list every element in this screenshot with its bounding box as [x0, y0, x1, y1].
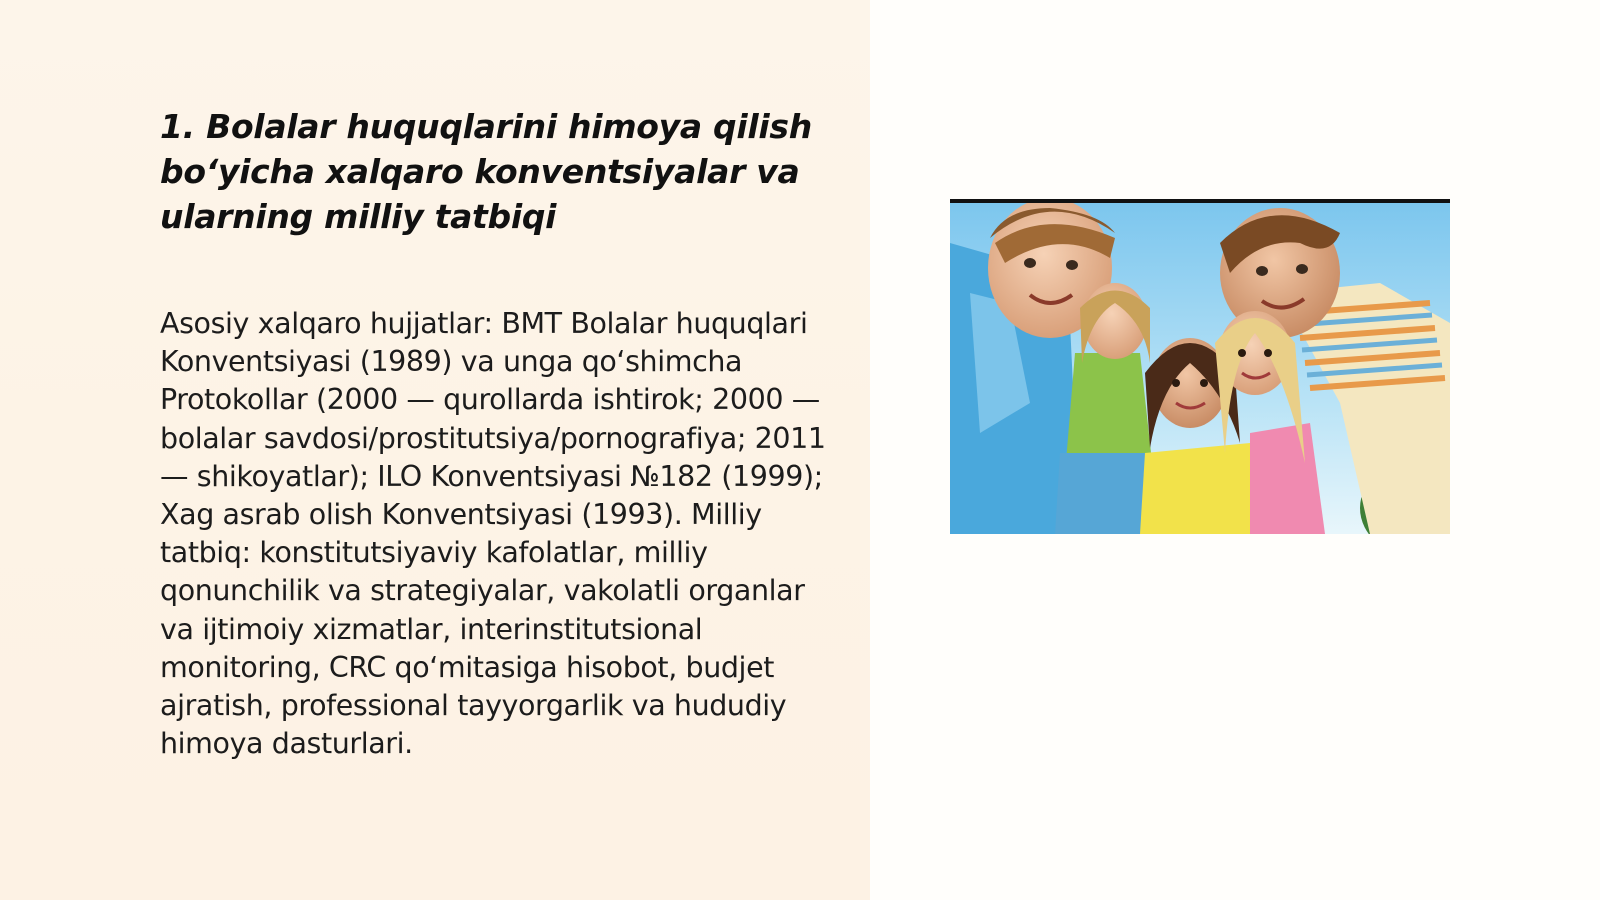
- children-group-photo-icon: [950, 203, 1450, 534]
- children-photo: [950, 199, 1450, 534]
- slide-body-text: Asosiy xalqaro hujjatlar: BMT Bolalar huquqlari Konventsiyasi (1989) va unga qo‘shimcha Protokollar (2000 — qurollarda ishtirok; 2000 — bolalar savdosi/prostitutsiya/pornografiya; 2011 — shikoyatlar); ILO Konventsiyasi №182 (1999); Xag asrab olish Konventsiyasi (1993). Milliy tatbiq: konstitutsiyaviy kafolatlar, milliy qonunchilik va strategiyalar, vakolatli organlar va ijtimoiy xizmatlar, interinstitutsional monitoring, CRC qo‘mitasiga hisobot, budjet ajratish, professional tayyorgarlik va hududiy himoya dasturlari.: [160, 307, 826, 761]
- slide-title: 1. Bolalar huquqlarini himoya qilish bo‘yicha xalqaro konventsiyalar va ularning milliy tatbiqi: [160, 107, 812, 236]
